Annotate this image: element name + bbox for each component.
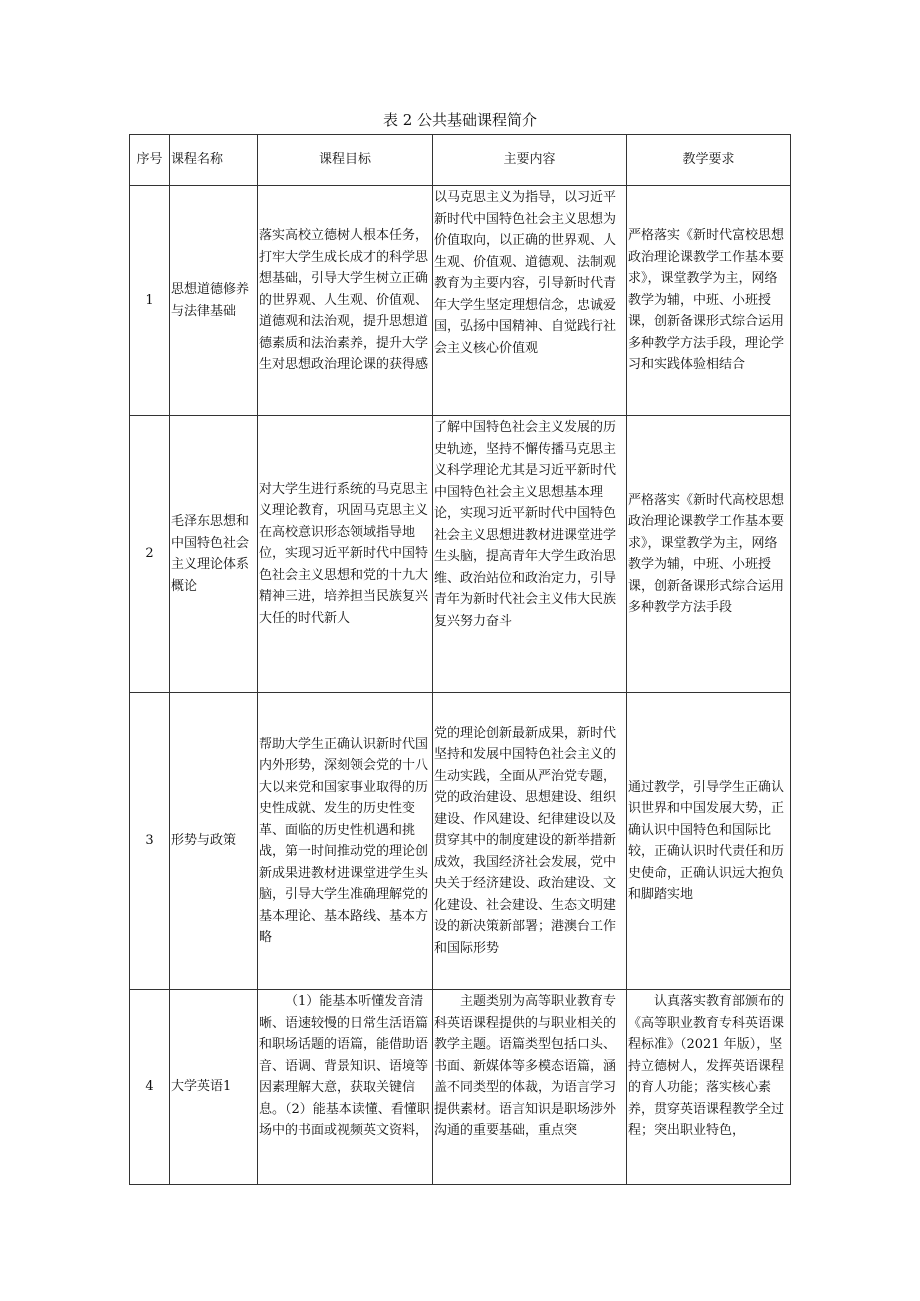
course-goal: （1）能基本听懂发音清晰、语速较慢的日常生活语篇和职场话题的语篇，能借助语音、语调、背景知识、语境等因素理解大意，获取关键信息。（2）能基本读懂、看懂职场中的书面或视频英文资料， [258,990,433,1185]
row-number: 4 [130,990,170,1185]
row-number: 2 [130,416,170,693]
header-course-name: 课程名称 [170,135,258,186]
table-row [130,990,791,1185]
teaching-requirement: 认真落实教育部颁布的《高等职业教育专科英语课程标准》（2021 年版），坚持立德树人，发挥英语课程的育人功能；落实核心素养，贯穿英语课程教学全过程；突出职业特色， [627,990,791,1185]
table-row [130,693,791,990]
teaching-requirement: 通过教学，引导学生正确认识世界和中国发展大势，正确认识中国特色和国际比较，正确认识时代责任和历史使命，正确认识远大抱负和脚踏实地 [627,693,791,990]
course-name: 思想道德修养与法律基础 [170,186,258,416]
course-table [129,134,791,1185]
header-main-content: 主要内容 [433,135,627,186]
header-course-goal: 课程目标 [258,135,433,186]
teaching-requirement: 严格落实《新时代富校思想政治理论课教学工作基本要求》，课堂教学为主，网络教学为辅，中班、小班授课，创新备课形式综合运用多种教学方法手段，理论学习和实践体验相结合 [627,186,791,416]
table-row [130,186,791,416]
row-number: 1 [130,186,170,416]
course-name: 大学英语1 [170,990,258,1185]
course-name: 毛泽东思想和中国特色社会主义理论体系概论 [170,416,258,693]
header-teaching-requirement: 教学要求 [627,135,791,186]
table-header-row [130,135,791,186]
page-title: 表 2 公共基础课程简介 [382,111,538,129]
row-number: 3 [130,693,170,990]
course-goal: 对大学生进行系统的马克思主义理论教育，巩固马克思主义在高校意识形态领域指导地位，实现习近平新时代中国特色社会主义思想和党的十九大精神三进，培养担当民族复兴大任的时代新人 [258,416,433,693]
course-goal: 落实高校立德树人根本任务，打牢大学生成长成才的科学思想基础，引导大学生树立正确的世界观、人生观、价值观、道德观和法治观，提升思想道德素质和法治素养，提升大学生对思想政治理论课的获得感 [258,186,433,416]
main-content: 了解中国特色社会主义发展的历史轨迹，坚持不懈传播马克思主义科学理论尤其是习近平新时代中国特色社会主义思想基本理论，实现习近平新时代中国特色社会主义思想进教材进课堂进学生头脑，提高青年大学生政治思维、政治站位和政治定力，引导青年为新时代社会主义伟大民族复兴努力奋斗 [433,416,627,693]
main-content: 党的理论创新最新成果，新时代坚持和发展中国特色社会主义的生动实践，全面从严治党专题，党的政治建设、思想建设、组织建设、作风建设、纪律建设以及贯穿其中的制度建设的新举措新成效，我国经济社会发展，党中央关于经济建设、政治建设、文化建设、社会建设、生态文明建设的新决策新部署；港澳台工作和国际形势 [433,693,627,990]
table-row [130,416,791,693]
teaching-requirement: 严格落实《新时代高校思想政治理论课教学工作基本要求》，课堂教学为主，网络教学为辅，中班、小班授课，创新备课形式综合运用多种教学方法手段 [627,416,791,693]
main-content: 主题类别为高等职业教育专科英语课程提供的与职业相关的教学主题。语篇类型包括口头、书面、新媒体等多模态语篇，涵盖不同类型的体裁，为语言学习提供素材。语言知识是职场涉外沟通的重要基础，重点突 [433,990,627,1185]
course-name: 形势与政策 [170,693,258,990]
header-number: 序号 [130,135,170,186]
main-content: 以马克思主义为指导，以习近平新时代中国特色社会主义思想为价值取向，以正确的世界观、人生观、价值观、道德观、法制观教育为主要内容，引导新时代青年大学生坚定理想信念，忠诚爱国，弘扬中国精神、自觉践行社会主义核心价值观 [433,186,627,416]
course-goal: 帮助大学生正确认识新时代国内外形势，深刻领会党的十八大以来党和国家事业取得的历史性成就、发生的历史性变革、面临的历史性机遇和挑战，第一时间推动党的理论创新成果进教材进课堂进学生头脑，引导大学生准确理解党的基本理论、基本路线、基本方略 [258,693,433,990]
